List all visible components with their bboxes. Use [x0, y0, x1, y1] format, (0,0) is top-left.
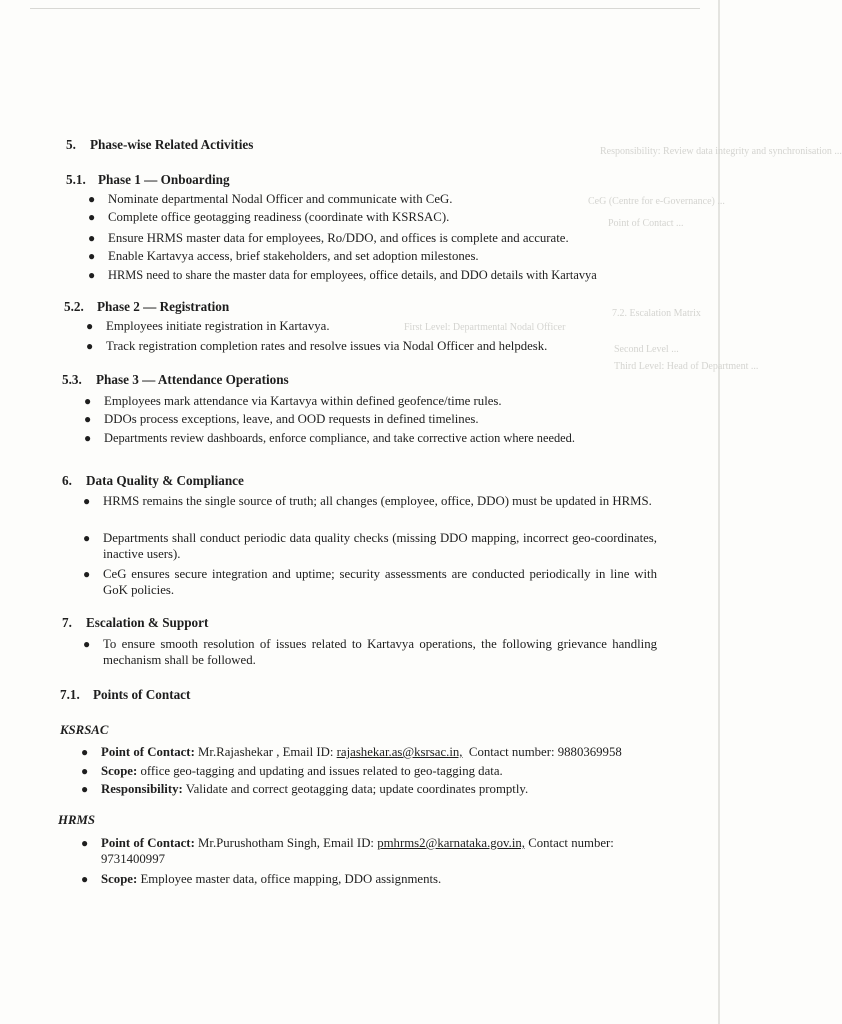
bullet-icon: ● [83, 637, 91, 651]
section-number: 5.2. [64, 299, 84, 314]
section-7-1-heading [60, 687, 190, 703]
section-title: Data Quality & Compliance [86, 473, 244, 488]
bullet-icon: ● [81, 836, 89, 850]
bullet-icon: ● [88, 192, 96, 206]
section-6-heading [62, 473, 244, 489]
list-item: ● Enable Kartavya access, brief stakeholders, and set adoption milestones. [88, 249, 479, 263]
section-number: 5.3. [62, 372, 82, 387]
bullet-icon: ● [81, 782, 89, 796]
list-item: ● Ensure HRMS master data for employees, Ro/DDO, and offices is complete and accurate. [88, 231, 569, 245]
section-5-heading [66, 137, 253, 153]
section-title: Points of Contact [93, 687, 191, 702]
hrms-contact-number: 9731400997 [101, 852, 165, 866]
section-title: Escalation & Support [86, 615, 209, 630]
section-title: Phase 1 — Onboarding [98, 172, 230, 187]
section-number: 5.1. [66, 172, 86, 187]
bleed-text: Point of Contact ... [608, 218, 684, 229]
bleed-text: 7.2. Escalation Matrix [612, 308, 701, 319]
ksrsac-email-link[interactable]: rajashekar.as@ksrsac.in, [336, 745, 463, 759]
section-number: 6. [62, 473, 72, 488]
ksrsac-contact-item: ● Point of Contact: Mr.Rajashekar , Email ID: rajashekar.as@ksrsac.in, Contact number: 9880369958 [81, 745, 622, 759]
bullet-icon: ● [81, 764, 89, 778]
bullet-icon: ● [83, 567, 91, 581]
section-number: 7.1. [60, 687, 80, 702]
ksrsac-responsibility-item: ● Responsibility: Validate and correct geotagging data; update coordinates promptly. [81, 782, 529, 796]
bleed-text: CeG (Centre for e-Governance) ... [588, 196, 725, 207]
list-item: ● Track registration completion rates and resolve issues via Nodal Officer and helpdesk. [86, 339, 548, 353]
list-item: ● Complete office geotagging readiness (coordinate with KSRSAC). [88, 210, 450, 224]
hrms-subheading: HRMS [58, 813, 95, 827]
bullet-icon: ● [84, 394, 92, 408]
bullet-icon: ● [88, 249, 96, 263]
bleed-text: Responsibility: Review data integrity and synchronisation ... [600, 146, 842, 157]
section-7-heading [62, 615, 208, 631]
section-title: Phase-wise Related Activities [90, 137, 254, 152]
section-5-3-heading [62, 372, 289, 388]
section-5-2-heading [64, 299, 229, 315]
list-item: ● DDOs process exceptions, leave, and OOD requests in defined timelines. [84, 412, 479, 426]
bullet-icon: ● [81, 745, 89, 759]
bullet-icon: ● [84, 431, 92, 445]
list-item: ● Departments review dashboards, enforce compliance, and take corrective action where needed. [84, 431, 575, 445]
bullet-icon: ● [88, 231, 96, 245]
section-5-1-heading [66, 172, 230, 188]
bullet-icon: ● [81, 872, 89, 886]
bleed-text: First Level: Departmental Nodal Officer [404, 322, 566, 333]
list-item: ● Nominate departmental Nodal Officer and communicate with CeG. [88, 192, 453, 206]
bullet-icon: ● [88, 268, 96, 282]
list-item: ● HRMS remains the single source of truth; all changes (employee, office, DDO) must be updated in HRMS. [83, 494, 652, 508]
bullet-icon: ● [83, 531, 91, 545]
hrms-scope-item: ● Scope: Employee master data, office mapping, DDO assignments. [81, 872, 442, 886]
bleed-text: Third Level: Head of Department ... [614, 361, 759, 372]
list-item: ● CeG ensures secure integration and uptime; security assessments are conducted periodically in line with GoK policies. [83, 567, 657, 597]
ksrsac-subheading: KSRSAC [60, 723, 109, 737]
list-item: ● Employees mark attendance via Kartavya within defined geofence/time rules. [84, 394, 502, 408]
list-item: ● HRMS need to share the master data for employees, office details, and DDO details with Kartavya [88, 268, 597, 282]
hrms-contact-item: ● Point of Contact: Mr.Purushotham Singh, Email ID: pmhrms2@karnataka.gov.in, Contact number: [81, 836, 614, 850]
bullet-icon: ● [84, 412, 92, 426]
section-number: 5. [66, 137, 76, 152]
list-item: ● Employees initiate registration in Kartavya. [86, 319, 330, 333]
list-item: ● Departments shall conduct periodic data quality checks (missing DDO mapping, incorrect geo-coordinates, inactive users). [83, 531, 657, 561]
ksrsac-scope-item: ● Scope: office geo-tagging and updating and issues related to geo-tagging data. [81, 764, 503, 778]
bleed-text: Second Level ... [614, 344, 679, 355]
bullet-icon: ● [86, 339, 94, 353]
bullet-icon: ● [88, 210, 96, 224]
bullet-icon: ● [86, 319, 94, 333]
hrms-email-link[interactable]: pmhrms2@karnataka.gov.in, [377, 836, 525, 850]
section-title: Phase 2 — Registration [97, 299, 230, 314]
section-title: Phase 3 — Attendance Operations [96, 372, 289, 387]
bullet-icon: ● [83, 494, 91, 508]
list-item: ● To ensure smooth resolution of issues related to Kartavya operations, the following grievance handling mechanism shall be followed. [83, 637, 657, 667]
scan-edge-line [30, 8, 700, 9]
section-number: 7. [62, 615, 72, 630]
